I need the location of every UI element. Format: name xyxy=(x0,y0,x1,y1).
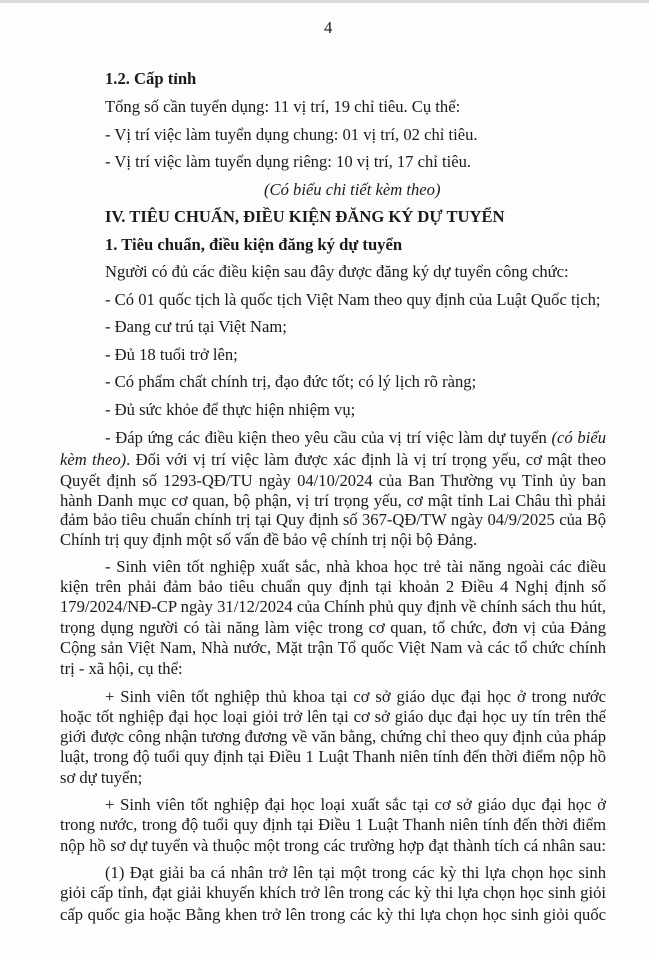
text-line xyxy=(105,289,600,311)
text-line xyxy=(60,658,183,680)
text-segment: sơ dự tuyển; xyxy=(60,768,143,787)
text-segment: Tổng số cần tuyển dụng: 11 vị trí, 19 chỉ tiêu. Cụ thể: xyxy=(105,97,461,116)
text-line xyxy=(60,596,606,618)
heading-line xyxy=(105,206,505,228)
text-line xyxy=(60,767,142,789)
text-segment: luật, trong độ tuổi quy định tại Điều 1 Luật Thanh niên tính đến thời điểm nộp hồ xyxy=(60,747,606,766)
text-segment: - Có 01 quốc tịch là quốc tịch Việt Nam theo quy định của Luật Quốc tịch; xyxy=(105,290,601,309)
text-line xyxy=(60,470,606,492)
text-segment: - Có phẩm chất chính trị, đạo đức tốt; có lý lịch rõ ràng; xyxy=(105,372,477,391)
text-line xyxy=(105,316,287,338)
text-segment: . Đối với vị trí việc làm được xác định là vị trí trọng yếu, cơ mật theo xyxy=(126,450,606,469)
text-segment: nộp hồ sơ dự tuyển và thuộc một trong các trường hợp đạt thành tích cá nhân sau: xyxy=(60,836,606,855)
text-segment: - Đang cư trú tại Việt Nam; xyxy=(105,317,287,336)
italic-text: (có biểu xyxy=(551,428,606,447)
text-segment: - Sinh viên tốt nghiệp xuất sắc, nhà khoa học trẻ tài năng ngoài các điều xyxy=(105,557,606,576)
text-segment: đảm bảo tiêu chuẩn chính trị tại Quy định số 367-QĐ/TW ngày 04/9/2025 của Bộ xyxy=(60,510,606,529)
text-segment: 179/2024/NĐ-CP ngày 31/12/2024 của Chính phủ quy định về chính sách thu hút, xyxy=(60,597,606,616)
text-line xyxy=(60,706,606,728)
text-segment: Quyết định số 1293-QĐ/TU ngày 04/10/2024 của Ban Thường vụ Tỉnh ủy ban xyxy=(60,471,606,490)
text-segment: trị - xã hội, cụ thể: xyxy=(60,659,183,678)
text-segment: Người có đủ các điều kiện sau đây được đăng ký dự tuyển công chức: xyxy=(105,262,569,281)
text-segment: - Vị trí việc làm tuyển dụng riêng: 10 vị trí, 17 chỉ tiêu. xyxy=(105,152,472,171)
text-line xyxy=(60,637,606,659)
text-segment: Cộng sản Việt Nam, Nhà nước, Mặt trận Tổ quốc Việt Nam và các tổ chức chính xyxy=(60,638,606,657)
text-segment: Chính trị quy định một số vấn đề bảo vệ chính trị nội bộ Đảng. xyxy=(60,530,478,549)
top-edge xyxy=(0,0,649,3)
text-line xyxy=(60,835,606,857)
text-segment: trong nước, trong độ tuổi quy định tại Điều 1 Luật Thanh niên tính đến thời điểm xyxy=(60,815,606,834)
text-segment: - Đáp ứng các điều kiện theo yêu cầu của vị trí việc làm dự tuyển xyxy=(105,428,552,447)
text-line xyxy=(60,726,606,748)
text-line xyxy=(60,882,606,904)
text-line xyxy=(105,399,355,421)
text-line xyxy=(60,509,606,531)
text-line xyxy=(105,686,606,708)
text-line xyxy=(105,151,471,173)
text-line xyxy=(105,794,606,816)
text-segment: hành Danh mục cơ quan, bộ phận, vị trí trọng yếu, cơ mật tỉnh Lai Châu thì phải xyxy=(60,491,606,510)
text-segment: + Sinh viên tốt nghiệp thủ khoa tại cơ sở giáo dục đại học ở trong nước xyxy=(105,687,606,706)
text-line xyxy=(105,96,460,118)
text-line xyxy=(264,179,440,201)
italic-text: kèm theo) xyxy=(60,450,127,469)
text-segment: cấp quốc gia hoặc Bằng khen trở lên trong các kỳ thi lựa chọn học sinh giỏi quốc xyxy=(60,905,606,924)
text-line xyxy=(60,746,606,768)
text-segment: kiện trên phải đảm bảo tiêu chuẩn quy định tại khoản 2 Điều 4 Nghị định số xyxy=(60,577,606,596)
page-number: 4 xyxy=(324,18,333,37)
text-segment: - Vị trí việc làm tuyển dụng chung: 01 vị trí, 02 chỉ tiêu. xyxy=(105,125,478,144)
text-segment: - Đủ 18 tuổi trở lên; xyxy=(105,345,238,364)
text-segment: trọng dụng người có tài năng làm việc trong cơ quan, tổ chức, đơn vị của Đảng xyxy=(60,618,606,637)
text-line xyxy=(60,529,477,551)
text-segment: 1.2. Cấp tỉnh xyxy=(105,69,197,88)
heading-line xyxy=(105,68,196,90)
text-line xyxy=(60,576,606,598)
text-line xyxy=(60,449,606,471)
text-line xyxy=(60,904,606,926)
text-line xyxy=(105,371,476,393)
text-segment: + Sinh viên tốt nghiệp đại học loại xuất sắc tại cơ sở giáo dục đại học ở xyxy=(105,795,606,814)
heading-line xyxy=(105,234,402,256)
text-line xyxy=(105,556,606,578)
text-segment: (1) Đạt giải ba cá nhân trở lên tại một trong các kỳ thi lựa chọn học sinh xyxy=(105,863,606,882)
italic-text: (Có biểu chi tiết kèm theo) xyxy=(264,180,441,199)
text-line xyxy=(105,862,606,884)
text-segment: 1. Tiêu chuẩn, điều kiện đăng ký dự tuyển xyxy=(105,235,403,254)
text-line xyxy=(105,124,478,146)
text-line xyxy=(105,344,238,366)
text-line xyxy=(60,617,606,639)
text-line xyxy=(105,261,569,283)
text-line xyxy=(105,427,606,449)
text-segment: hoặc tốt nghiệp đại học loại giỏi trở lên tại cơ sở giáo dục đại học uy tín trên thế xyxy=(60,707,606,726)
text-segment: - Đủ sức khỏe để thực hiện nhiệm vụ; xyxy=(105,400,356,419)
text-segment: IV. TIÊU CHUẨN, ĐIỀU KIỆN ĐĂNG KÝ DỰ TUYỂN xyxy=(105,207,505,226)
text-segment: giới được công nhận tương đương về văn bằng, chứng chỉ theo quy định của pháp xyxy=(60,727,606,746)
text-line xyxy=(60,814,606,836)
text-segment: giỏi cấp tỉnh, đạt giải khuyến khích trở lên trong các kỳ thi lựa chọn học sinh giỏi xyxy=(60,883,606,902)
